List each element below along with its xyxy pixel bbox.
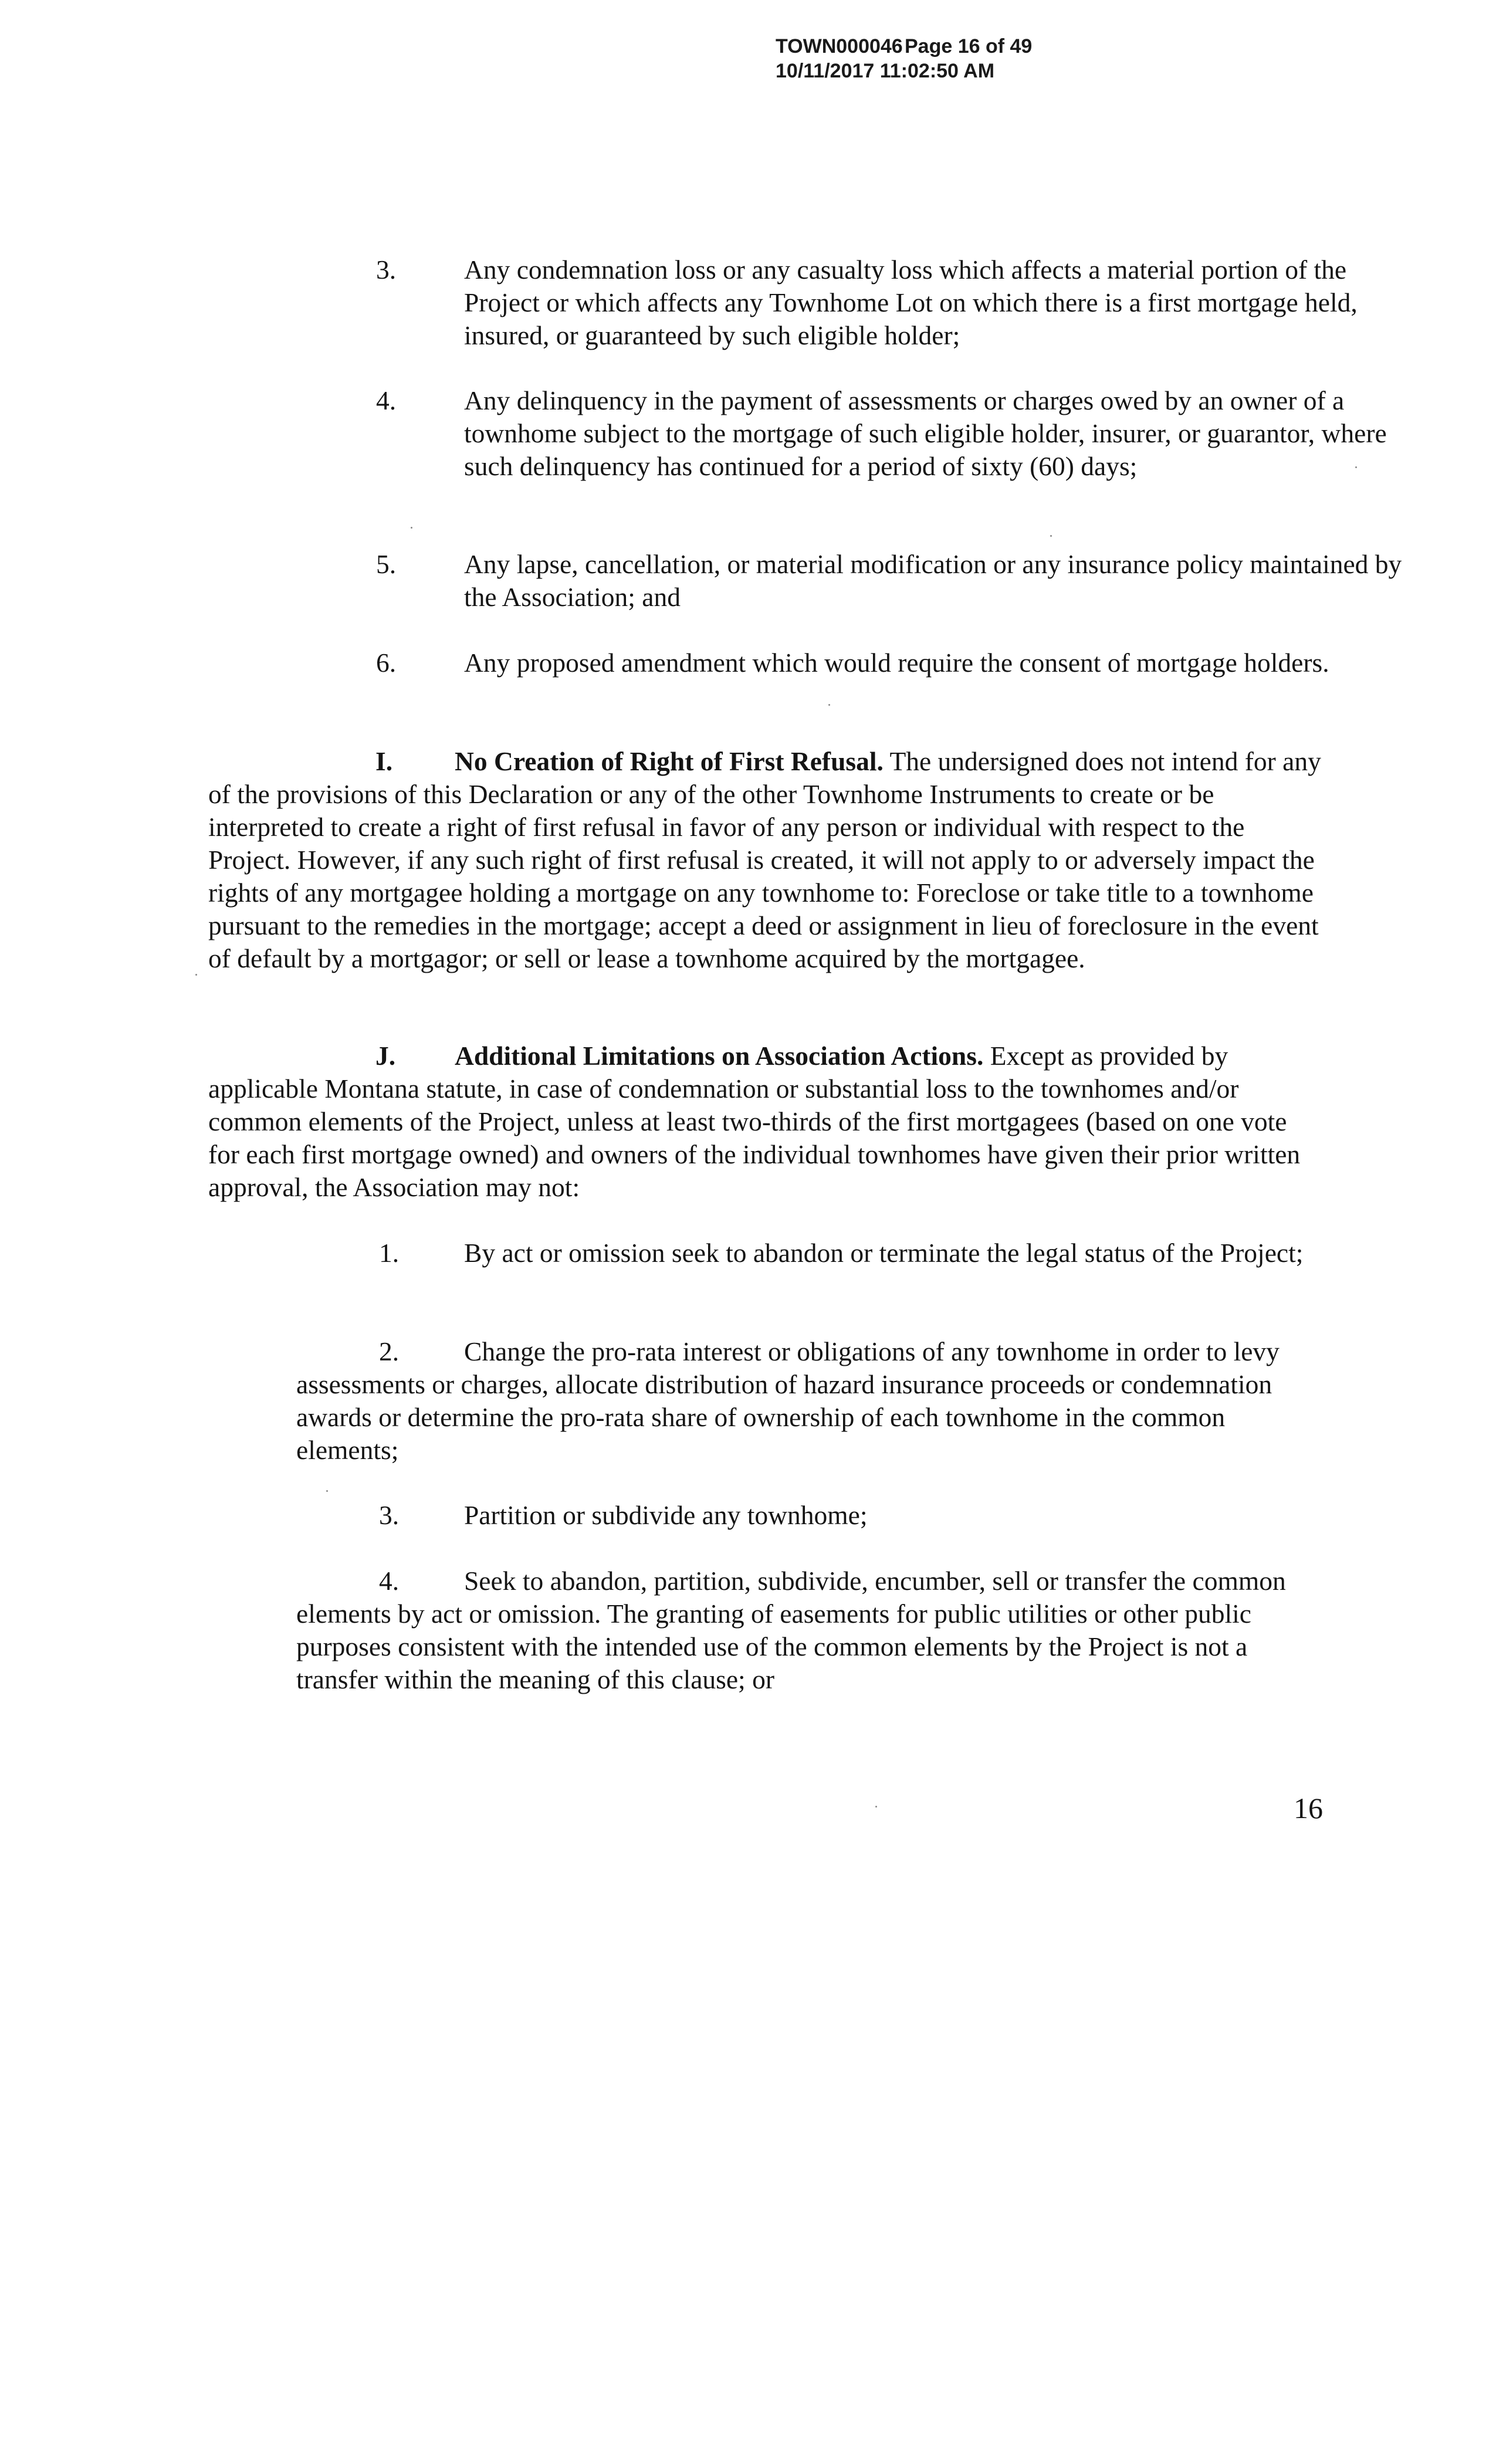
scan-speck — [875, 1806, 877, 1808]
page-count: Page 16 of 49 — [905, 35, 1033, 57]
j-list-item-number: 1. — [379, 1238, 400, 1268]
section-i-body: The undersigned does not intend for any of the provisions of this Declaration or any of the other Townhome Instruments to create or be interpreted to create a right of first refusal in favor of any person or individual with respect to the Project. However, if any such right of first refusal is created, it will not apply to or adversely impact the rights of any mortgagee holding a mortgage on any townhome to: Foreclose or take title to a townhome pursuant to the remedies in the mortgage; accept a deed or assignment in lieu of foreclosure in the event of default by a mortgagor; or sell or lease a townhome acquired by the mortgagee. — [208, 746, 1321, 973]
list-item-number: 6. — [376, 648, 397, 678]
list-item-text: Any condemnation loss or any casualty loss which affects a material portion of the Project or which affects any Townhome Lot on which there is a first mortgage held, insured, or guaranteed by such eligible holder; — [464, 255, 1358, 350]
j-list-item-text: Change the pro-rata interest or obligations of any townhome in order to levy assessments or charges, allocate distribution of hazard insurance proceeds or condemnation awards or determine the pro-rata share of ownership of each townhome in the common elements; — [296, 1336, 1280, 1465]
j-list-item-text: By act or omission seek to abandon or terminate the legal status of the Project; — [464, 1238, 1304, 1268]
section-j-letter: J. — [375, 1041, 396, 1071]
document-id: TOWN000046 — [776, 35, 903, 57]
list-item-text: Any lapse, cancellation, or material modification or any insurance policy maintained by the Association; and — [464, 549, 1402, 612]
scan-speck — [326, 1490, 328, 1492]
section-i-letter: I. — [375, 746, 393, 776]
list-item-number: 3. — [376, 255, 397, 285]
list-item-number: 4. — [376, 385, 397, 415]
j-list-item — [296, 1565, 1329, 1696]
j-list-item-text: Seek to abandon, partition, subdivide, encumber, sell or transfer the common elements by act or omission. The granting of easements for public utilities or other public purposes consistent with the intended use of the common elements by the Project is not a transfer within the meaning of this clause; or — [296, 1566, 1286, 1694]
scan-speck — [828, 704, 830, 706]
section-j — [208, 1040, 1323, 1204]
header-timestamp: 10/11/2017 11:02:50 AM — [776, 60, 995, 82]
j-list-item — [296, 1237, 1329, 1270]
j-list-item — [296, 1335, 1329, 1467]
list-item-text: Any delinquency in the payment of assessments or charges owed by an owner of a townhome subject to the mortgage of such eligible holder, insurer, or guarantor, where such delinquency has continued for a period of sixty (60) days; — [464, 385, 1387, 481]
section-i-title: No Creation of Right of First Refusal. — [455, 746, 884, 776]
j-list-item-text: Partition or subdivide any townhome; — [464, 1500, 868, 1530]
page-number: 16 — [1294, 1792, 1323, 1825]
scan-speck — [195, 974, 197, 976]
j-list-item-number: 2. — [379, 1336, 400, 1366]
scan-speck — [1355, 466, 1357, 468]
header-line-1 — [776, 34, 1032, 59]
section-i — [208, 745, 1323, 975]
scan-speck — [411, 527, 412, 529]
document-header — [776, 34, 1032, 83]
scan-speck — [1050, 535, 1052, 537]
j-list-item-number: 4. — [379, 1566, 400, 1596]
j-list-item — [296, 1499, 1329, 1532]
section-j-title: Additional Limitations on Association Actions. — [455, 1041, 984, 1071]
list-item-text: Any proposed amendment which would require the consent of mortgage holders. — [464, 648, 1329, 678]
j-list-item-number: 3. — [379, 1500, 400, 1530]
section-j-body: Except as provided by applicable Montana statute, in case of condemnation or substantial loss to the townhomes and/or common elements of the Project, unless at least two-thirds of the first mortgagees (based on one vote for each first mortgage owned) and owners of the individual townhomes have given their prior written approval, the Association may not: — [208, 1041, 1301, 1202]
list-item-number: 5. — [376, 549, 397, 579]
